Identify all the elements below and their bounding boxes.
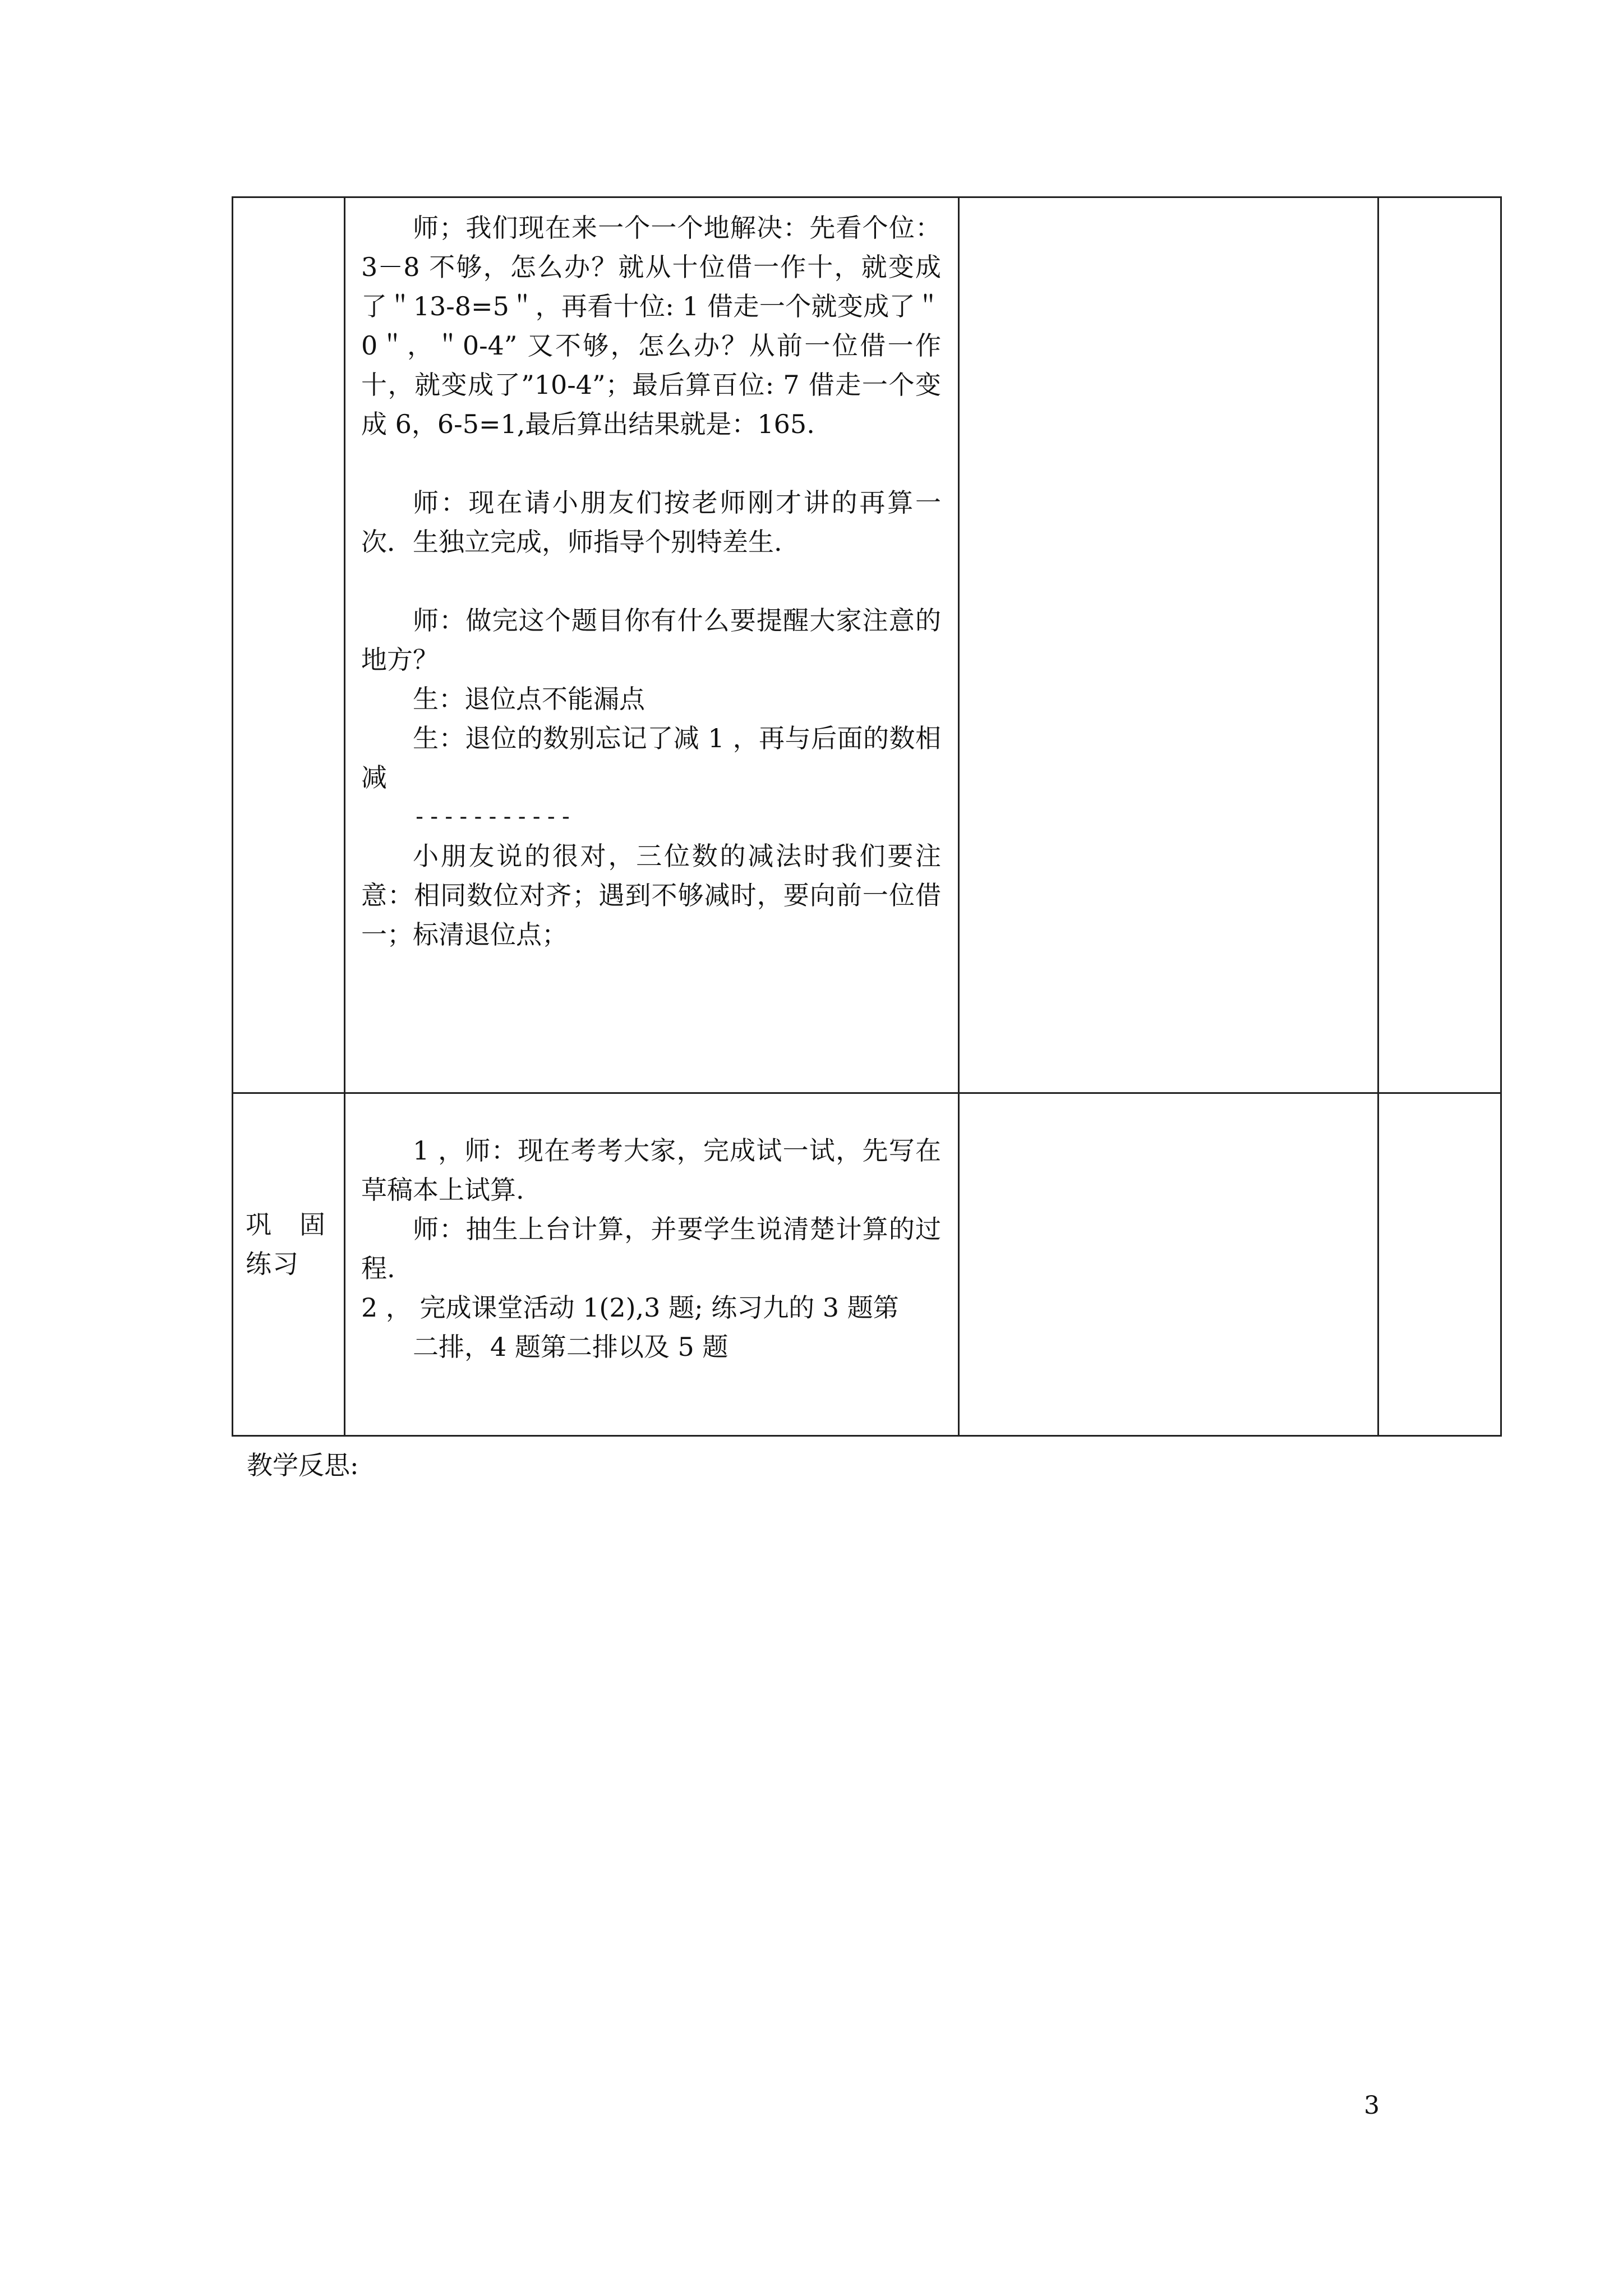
section-label-consolidation [233,1205,344,1283]
content-paragraph: 2 ， 完成课堂活动 1(2),3 题; 练习九的 3 题第 [361,1292,899,1323]
section-label-line: 巩 固 [246,1209,326,1240]
content-paragraph: 生：退位点不能漏点 [413,684,645,714]
student-activity-cell [959,1093,1378,1436]
teaching-reflection-label: 教学反思: [247,1450,359,1480]
page-number: 3 [1364,2091,1380,2120]
content-paragraph: 师：现在请小朋友们按老师刚才讲的再算一次．生独立完成，师指导个别特差生. [361,487,941,557]
table-row-process [233,197,1501,1093]
content-paragraph: 师；我们现在来一个一个地解决：先看个位：3－8 不够，怎么办？就从十位借一作十，就变成了＂13-8=5＂，再看十位: 1 借走一个就变成了＂0＂，＂0-4” 又不够，怎么办？从前一位借一作十，就变成了”10-4”；最后算百位: 7 借走一个变成 6，6-5=1,最后算出结果就是：165. [361,213,941,439]
content-paragraph: 1 ，师：现在考考大家，完成试一试，先写在草稿本上试算. [361,1135,941,1205]
content-paragraph: 生：退位的数别忘记了减 1 ，再与后面的数相减 [361,723,941,793]
lesson-plan-table [232,196,1502,1437]
teaching-content-cell [345,1093,959,1436]
content-paragraph: 小朋友说的很对，三位数的减法时我们要注意：相同数位对齐；遇到不够减时，要向前一位借一；标清退位点； [361,841,941,950]
row-label-cell [233,197,345,1093]
teaching-content-cell [345,197,959,1093]
content-paragraph: 师：做完这个题目你有什么要提醒大家注意的地方？ [361,605,941,675]
row-label-cell [233,1093,345,1436]
dash-separator: ----------- [413,804,574,830]
student-activity-cell [959,197,1378,1093]
section-label-line: 练习 [246,1249,299,1279]
notes-cell [1378,197,1501,1093]
content-paragraph: 师：抽生上台计算，并要学生说清楚计算的过程. [361,1214,941,1283]
notes-cell [1378,1093,1501,1436]
table-row-practice [233,1093,1501,1436]
content-paragraph: 二排，4 题第二排以及 5 题 [413,1332,728,1362]
